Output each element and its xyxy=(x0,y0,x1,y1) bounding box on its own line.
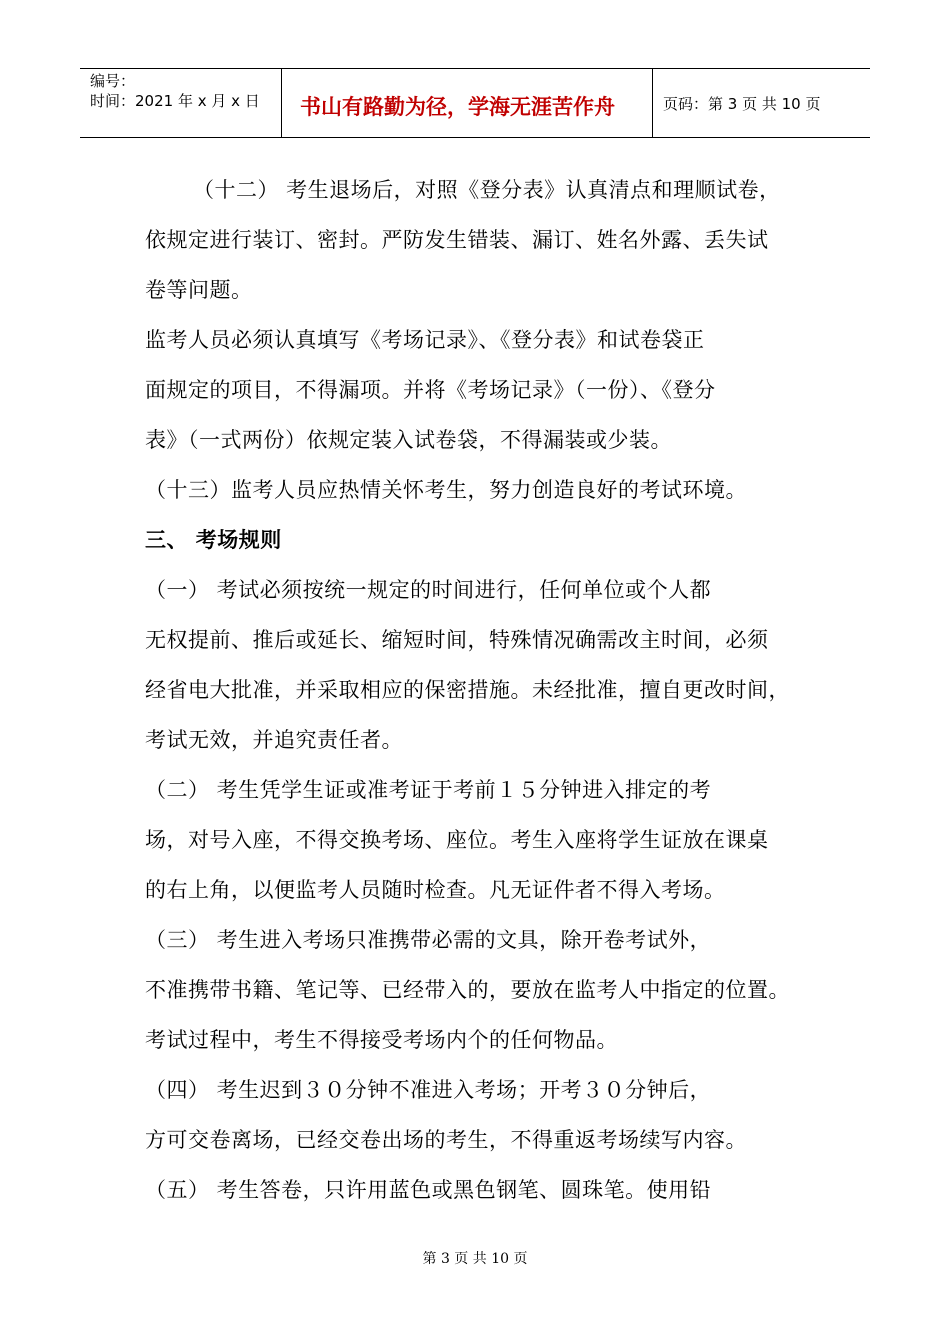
body-line: 的右上角，以便监考人员随时检查。凡无证件者不得入考场。 xyxy=(145,878,726,902)
body-line: 经省电大批准，并采取相应的保密措施。未经批准，擅自更改时间， xyxy=(145,678,790,702)
body-line: （二） 考生凭学生证或准考证于考前１５分钟进入排定的考 xyxy=(145,778,712,802)
body-line: 依规定进行装订、密封。严防发生错装、漏订、姓名外露、丢失试 xyxy=(145,228,769,252)
document-header xyxy=(80,68,870,138)
body-line: 方可交卷离场，已经交卷出场的考生，不得重返考场续写内容。 xyxy=(145,1128,747,1152)
body-line: 卷等问题。 xyxy=(145,278,253,302)
body-line: 不准携带书籍、笔记等、已经带入的，要放在监考人中指定的位置。 xyxy=(145,978,790,1002)
body-line: （一） 考试必须按统一规定的时间进行，任何单位或个人都 xyxy=(145,578,712,602)
body-line: 考试无效，并追究责任者。 xyxy=(145,728,403,752)
body-line: （四） 考生迟到３０分钟不准进入考场；开考３０分钟后， xyxy=(145,1078,712,1102)
page-footer: 第 3 页 共 10 页 xyxy=(422,1251,528,1267)
document-number-label: 编号： xyxy=(90,72,136,90)
body-line: （三） 考生进入考场只准携带必需的文具，除开卷考试外， xyxy=(145,928,712,952)
body-line: 场，对号入座，不得交换考场、座位。考生入座将学生证放在课桌 xyxy=(145,828,769,852)
body-line: （五） 考生答卷，只许用蓝色或黑色钢笔、圆珠笔。使用铅 xyxy=(145,1178,712,1202)
body-line: （十三）监考人员应热情关怀考生，努力创造良好的考试环境。 xyxy=(145,478,747,502)
document-date-label: 时间：2021 年 x 月 x 日 xyxy=(90,92,260,110)
header-page-cell xyxy=(653,69,870,137)
body-line: （十二） 考生退场后，对照《登分表》认真清点和理顺试卷， xyxy=(193,178,781,202)
header-page-number: 页码：第 3 页 共 10 页 xyxy=(663,95,821,113)
section-heading: 三、 考场规则 xyxy=(145,528,282,552)
body-line: 考试过程中，考生不得接受考场内个的任何物品。 xyxy=(145,1028,618,1052)
header-motto-cell xyxy=(282,69,653,137)
body-line: 表》（一式两份）依规定装入试卷袋，不得漏装或少装。 xyxy=(145,428,672,452)
header-meta-cell xyxy=(80,69,282,137)
body-line: 面规定的项目，不得漏项。并将《考场记录》（一份）、《登分 xyxy=(145,378,716,402)
body-line: 无权提前、推后或延长、缩短时间，特殊情况确需改主时间，必须 xyxy=(145,628,769,652)
header-motto: 书山有路勤为径，学海无涯苦作舟 xyxy=(300,95,615,119)
body-line: 监考人员必须认真填写《考场记录》、《登分表》和试卷袋正 xyxy=(145,328,705,352)
